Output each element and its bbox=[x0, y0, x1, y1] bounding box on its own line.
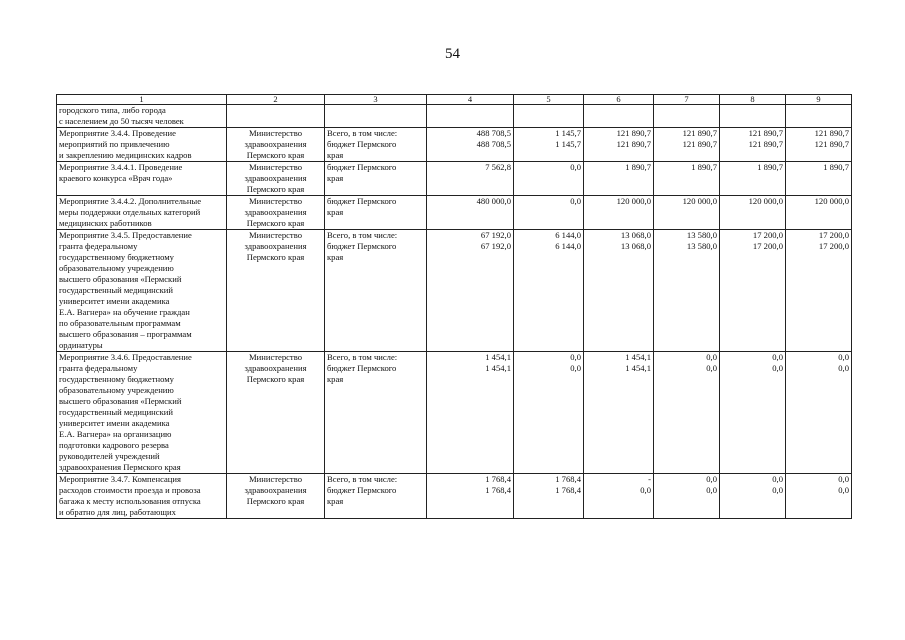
amount-cell-line: 13 068,0 bbox=[620, 241, 651, 251]
amount-cell-line: 121 890,7 bbox=[682, 128, 717, 138]
amount-cell bbox=[720, 162, 786, 196]
measure-name-cell-line: и обратно для лиц, работающих bbox=[59, 507, 176, 517]
funding-source-cell bbox=[325, 128, 427, 162]
responsible-executor-cell bbox=[227, 162, 325, 196]
column-number-cell: 4 bbox=[427, 95, 514, 105]
amount-cell-line: 0,0 bbox=[570, 352, 581, 362]
measure-name-cell bbox=[57, 230, 227, 352]
measure-name-cell-line: медицинских работников bbox=[59, 218, 152, 228]
amount-cell bbox=[786, 196, 852, 230]
measure-name-cell-line: подготовки кадрового резерва bbox=[59, 440, 169, 450]
amount-cell bbox=[720, 352, 786, 474]
amount-cell-line: 480 000,0 bbox=[476, 196, 511, 206]
measure-name-cell bbox=[57, 162, 227, 196]
amount-cell-line: 0,0 bbox=[772, 485, 783, 495]
amount-cell-line: 0,0 bbox=[838, 352, 849, 362]
amount-cell bbox=[514, 162, 584, 196]
measure-name-cell bbox=[57, 196, 227, 230]
amount-cell bbox=[654, 352, 720, 474]
amount-cell-line: 67 192,0 bbox=[480, 230, 511, 240]
measure-name-cell-line: Мероприятие 3.4.5. Предоставление bbox=[59, 230, 192, 240]
amount-cell-line: 121 890,7 bbox=[748, 128, 783, 138]
measure-name-cell-line: здравоохранения Пермского края bbox=[59, 462, 181, 472]
responsible-executor-cell-line: Пермского края bbox=[246, 374, 305, 384]
amount-cell-line: 0,0 bbox=[838, 363, 849, 373]
funding-source-cell bbox=[325, 162, 427, 196]
measure-name-cell-line: гранта федеральному bbox=[59, 241, 138, 251]
responsible-executor-cell-line: Министерство bbox=[249, 196, 302, 206]
measure-name-cell-line: по образовательным программам bbox=[59, 318, 181, 328]
responsible-executor-cell-line: Министерство bbox=[249, 474, 302, 484]
table-row bbox=[57, 196, 852, 230]
measure-name-cell-line: Мероприятие 3.4.6. Предоставление bbox=[59, 352, 192, 362]
responsible-executor-cell bbox=[227, 128, 325, 162]
measure-name-cell-line: краевого конкурса «Врач года» bbox=[59, 173, 173, 183]
funding-source-cell bbox=[325, 352, 427, 474]
amount-cell-line: 1 454,1 bbox=[485, 363, 511, 373]
amount-cell-line: 1 768,4 bbox=[485, 474, 511, 484]
measure-name-cell-line: Е.А. Вагнера» на обучение граждан bbox=[59, 307, 190, 317]
funding-source-cell-line: Всего, в том числе: bbox=[327, 230, 398, 240]
amount-cell bbox=[720, 105, 786, 128]
responsible-executor-cell-line: Пермского края bbox=[246, 150, 305, 160]
responsible-executor-cell-line: здравоохранения bbox=[244, 363, 307, 373]
amount-cell-line: 120 000,0 bbox=[748, 196, 783, 206]
amount-cell-line: 1 454,1 bbox=[485, 352, 511, 362]
amount-cell bbox=[584, 128, 654, 162]
amount-cell-line: 67 192,0 bbox=[480, 241, 511, 251]
funding-source-cell-line: Всего, в том числе: bbox=[327, 128, 398, 138]
amount-cell bbox=[786, 230, 852, 352]
responsible-executor-cell-line: здравоохранения bbox=[244, 485, 307, 495]
amount-cell-line: 121 890,7 bbox=[616, 128, 651, 138]
amount-cell bbox=[427, 162, 514, 196]
amount-cell bbox=[786, 128, 852, 162]
amount-cell-line: 120 000,0 bbox=[814, 196, 849, 206]
amount-cell-line: 1 890,7 bbox=[757, 162, 783, 172]
amount-cell-line: 1 768,4 bbox=[555, 474, 581, 484]
funding-source-cell bbox=[325, 474, 427, 519]
funding-source-cell-line: бюджет Пермского bbox=[327, 363, 397, 373]
amount-cell bbox=[584, 196, 654, 230]
funding-source-cell-line: Всего, в том числе: bbox=[327, 352, 398, 362]
amount-cell bbox=[654, 162, 720, 196]
responsible-executor-cell-line: Министерство bbox=[249, 352, 302, 362]
funding-source-cell-line: бюджет Пермского bbox=[327, 485, 397, 495]
table-row bbox=[57, 105, 852, 128]
amount-cell-line: 0,0 bbox=[772, 352, 783, 362]
amount-cell-line: 13 068,0 bbox=[620, 230, 651, 240]
amount-cell-line: 13 580,0 bbox=[686, 241, 717, 251]
measure-name-cell-line: образовательному учреждению bbox=[59, 263, 174, 273]
amount-cell bbox=[584, 352, 654, 474]
amount-cell bbox=[427, 352, 514, 474]
amount-cell-line: 6 144,0 bbox=[555, 241, 581, 251]
amount-cell bbox=[720, 128, 786, 162]
amount-cell bbox=[514, 105, 584, 128]
amount-cell bbox=[786, 474, 852, 519]
amount-cell bbox=[427, 105, 514, 128]
amount-cell-line: 1 768,4 bbox=[555, 485, 581, 495]
measure-name-cell-line: государственному бюджетному bbox=[59, 374, 174, 384]
amount-cell-line: 17 200,0 bbox=[818, 230, 849, 240]
amount-cell-line: 0,0 bbox=[570, 162, 581, 172]
measure-name-cell-line: Мероприятие 3.4.4.2. Дополнительные bbox=[59, 196, 202, 206]
amount-cell bbox=[584, 474, 654, 519]
responsible-executor-cell bbox=[227, 196, 325, 230]
measure-name-cell-line: университет имени академика bbox=[59, 418, 170, 428]
column-number-cell: 7 bbox=[654, 95, 720, 105]
amount-cell bbox=[584, 230, 654, 352]
table-row bbox=[57, 162, 852, 196]
table-row bbox=[57, 230, 852, 352]
column-number-cell: 1 bbox=[57, 95, 227, 105]
responsible-executor-cell-line: Пермского края bbox=[246, 252, 305, 262]
amount-cell-line: 0,0 bbox=[706, 352, 717, 362]
measure-name-cell-line: Мероприятие 3.4.4. Проведение bbox=[59, 128, 176, 138]
amount-cell-line: 121 890,7 bbox=[814, 139, 849, 149]
amount-cell-line: 1 890,7 bbox=[691, 162, 717, 172]
funding-source-cell bbox=[325, 105, 427, 128]
amount-cell-line: 1 454,1 bbox=[625, 352, 651, 362]
amount-cell bbox=[427, 196, 514, 230]
amount-cell-line: 17 200,0 bbox=[818, 241, 849, 251]
responsible-executor-cell-line: Министерство bbox=[249, 230, 302, 240]
amount-cell bbox=[514, 128, 584, 162]
amount-cell-line: 0,0 bbox=[706, 363, 717, 373]
funding-source-cell bbox=[325, 230, 427, 352]
measure-name-cell-line: багажа к месту использования отпуска bbox=[59, 496, 201, 506]
amount-cell-line: 17 200,0 bbox=[752, 241, 783, 251]
measure-name-cell-line: расходов стоимости проезда и провоза bbox=[59, 485, 201, 495]
amount-cell-line: 0,0 bbox=[772, 363, 783, 373]
measure-name-cell-line: Мероприятие 3.4.4.1. Проведение bbox=[59, 162, 183, 172]
column-number-cell: 3 bbox=[325, 95, 427, 105]
page-number: 54 bbox=[445, 46, 460, 62]
amount-cell bbox=[654, 474, 720, 519]
amount-cell bbox=[654, 105, 720, 128]
measure-name-cell-line: государственный медицинский bbox=[59, 407, 173, 417]
amount-cell-line: 488 708,5 bbox=[476, 139, 511, 149]
measure-name-cell-line: с населением до 50 тысяч человек bbox=[59, 116, 184, 126]
responsible-executor-cell bbox=[227, 230, 325, 352]
column-number-row bbox=[57, 95, 852, 105]
measure-name-cell-line: образовательному учреждению bbox=[59, 385, 174, 395]
amount-cell-line: 488 708,5 bbox=[476, 128, 511, 138]
responsible-executor-cell-line: Министерство bbox=[249, 128, 302, 138]
measure-name-cell-line: городского типа, либо города bbox=[59, 105, 166, 115]
responsible-executor-cell bbox=[227, 105, 325, 128]
amount-cell bbox=[786, 352, 852, 474]
column-number-cell: 9 bbox=[786, 95, 852, 105]
funding-source-cell-line: края bbox=[327, 496, 344, 506]
measure-name-cell bbox=[57, 352, 227, 474]
amount-cell-line: 1 145,7 bbox=[555, 128, 581, 138]
amount-cell-line: 121 890,7 bbox=[814, 128, 849, 138]
amount-cell-line: 0,0 bbox=[706, 474, 717, 484]
funding-source-cell-line: края bbox=[327, 374, 344, 384]
amount-cell-line: 0,0 bbox=[838, 485, 849, 495]
amount-cell-line: 13 580,0 bbox=[686, 230, 717, 240]
amount-cell-line: 0,0 bbox=[838, 474, 849, 484]
measure-name-cell-line: мероприятий по привлечению bbox=[59, 139, 170, 149]
amount-cell-line: 0,0 bbox=[706, 485, 717, 495]
responsible-executor-cell-line: здравоохранения bbox=[244, 207, 307, 217]
funding-source-cell-line: края bbox=[327, 252, 344, 262]
table-row bbox=[57, 474, 852, 519]
amount-cell bbox=[720, 196, 786, 230]
funding-source-cell-line: бюджет Пермского bbox=[327, 241, 397, 251]
amount-cell-line: 121 890,7 bbox=[748, 139, 783, 149]
responsible-executor-cell bbox=[227, 352, 325, 474]
amount-cell bbox=[427, 128, 514, 162]
column-number-cell: 6 bbox=[584, 95, 654, 105]
amount-cell-line: - bbox=[648, 474, 651, 484]
measure-name-cell-line: университет имени академика bbox=[59, 296, 170, 306]
measure-name-cell-line: высшего образования «Пермский bbox=[59, 274, 182, 284]
amount-cell bbox=[786, 105, 852, 128]
amount-cell-line: 0,0 bbox=[772, 474, 783, 484]
measure-name-cell-line: ординатуры bbox=[59, 340, 103, 350]
responsible-executor-cell-line: Министерство bbox=[249, 162, 302, 172]
responsible-executor-cell-line: Пермского края bbox=[246, 218, 305, 228]
measure-name-cell-line: и закреплению медицинских кадров bbox=[59, 150, 192, 160]
funding-source-cell-line: края bbox=[327, 150, 344, 160]
measure-name-cell bbox=[57, 105, 227, 128]
measure-name-cell-line: государственный медицинский bbox=[59, 285, 173, 295]
funding-source-cell bbox=[325, 196, 427, 230]
amount-cell-line: 0,0 bbox=[570, 363, 581, 373]
measure-name-cell-line: государственному бюджетному bbox=[59, 252, 174, 262]
amount-cell bbox=[584, 105, 654, 128]
amount-cell bbox=[427, 474, 514, 519]
measure-name-cell-line: Е.А. Вагнера» на организацию bbox=[59, 429, 172, 439]
funding-source-cell-line: бюджет Пермского bbox=[327, 162, 397, 172]
funding-source-cell-line: края bbox=[327, 173, 344, 183]
table-row bbox=[57, 128, 852, 162]
amount-cell bbox=[786, 162, 852, 196]
measure-name-cell-line: гранта федеральному bbox=[59, 363, 138, 373]
measure-name-cell bbox=[57, 128, 227, 162]
measure-name-cell-line: высшего образования «Пермский bbox=[59, 396, 182, 406]
amount-cell bbox=[654, 196, 720, 230]
amount-cell-line: 121 890,7 bbox=[616, 139, 651, 149]
responsible-executor-cell-line: здравоохранения bbox=[244, 173, 307, 183]
column-number-cell: 8 bbox=[720, 95, 786, 105]
amount-cell bbox=[654, 230, 720, 352]
funding-source-cell-line: бюджет Пермского bbox=[327, 196, 397, 206]
amount-cell-line: 1 145,7 bbox=[555, 139, 581, 149]
amount-cell bbox=[427, 230, 514, 352]
amount-cell-line: 1 768,4 bbox=[485, 485, 511, 495]
amount-cell bbox=[720, 230, 786, 352]
funding-source-cell-line: Всего, в том числе: bbox=[327, 474, 398, 484]
amount-cell-line: 1 890,7 bbox=[625, 162, 651, 172]
measure-name-cell-line: Мероприятие 3.4.7. Компенсация bbox=[59, 474, 181, 484]
responsible-executor-cell-line: Пермского края bbox=[246, 184, 305, 194]
amount-cell bbox=[514, 352, 584, 474]
funding-source-cell-line: края bbox=[327, 207, 344, 217]
amount-cell-line: 121 890,7 bbox=[682, 139, 717, 149]
amount-cell-line: 7 562,8 bbox=[485, 162, 511, 172]
amount-cell-line: 120 000,0 bbox=[616, 196, 651, 206]
responsible-executor-cell-line: здравоохранения bbox=[244, 241, 307, 251]
amount-cell-line: 17 200,0 bbox=[752, 230, 783, 240]
amount-cell-line: 6 144,0 bbox=[555, 230, 581, 240]
amount-cell-line: 1 454,1 bbox=[625, 363, 651, 373]
measure-name-cell-line: руководителей учреждений bbox=[59, 451, 160, 461]
responsible-executor-cell-line: Пермского края bbox=[246, 496, 305, 506]
measure-name-cell bbox=[57, 474, 227, 519]
budget-table bbox=[56, 94, 852, 519]
amount-cell bbox=[514, 196, 584, 230]
responsible-executor-cell-line: здравоохранения bbox=[244, 139, 307, 149]
amount-cell-line: 120 000,0 bbox=[682, 196, 717, 206]
amount-cell-line: 1 890,7 bbox=[823, 162, 849, 172]
column-number-cell: 5 bbox=[514, 95, 584, 105]
amount-cell bbox=[514, 474, 584, 519]
amount-cell-line: 0,0 bbox=[640, 485, 651, 495]
amount-cell bbox=[654, 128, 720, 162]
amount-cell bbox=[720, 474, 786, 519]
amount-cell-line: 0,0 bbox=[570, 196, 581, 206]
responsible-executor-cell bbox=[227, 474, 325, 519]
table-row bbox=[57, 352, 852, 474]
amount-cell bbox=[514, 230, 584, 352]
measure-name-cell-line: меры поддержки отдельных категорий bbox=[59, 207, 201, 217]
column-number-cell: 2 bbox=[227, 95, 325, 105]
amount-cell bbox=[584, 162, 654, 196]
measure-name-cell-line: высшего образования – программам bbox=[59, 329, 192, 339]
funding-source-cell-line: бюджет Пермского bbox=[327, 139, 397, 149]
